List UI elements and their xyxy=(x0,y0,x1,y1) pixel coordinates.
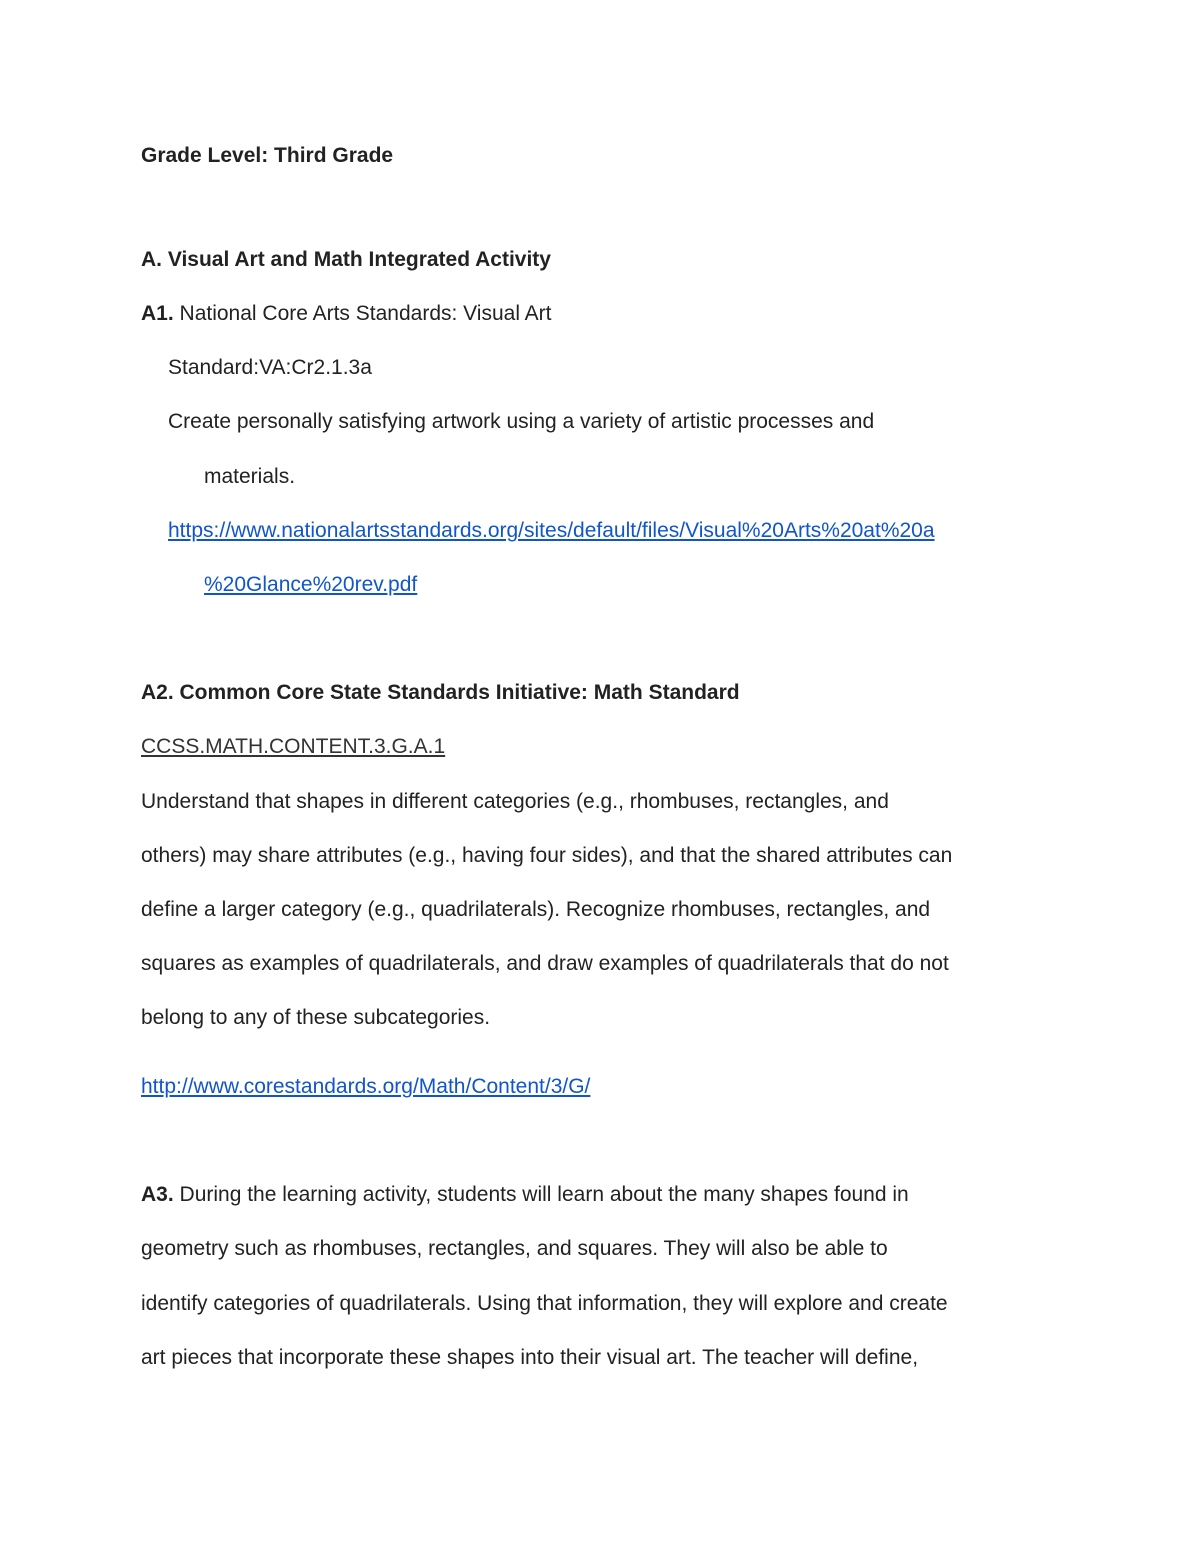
a2-link-line[interactable] xyxy=(141,1074,590,1100)
national-arts-standards-link[interactable]: https://www.nationalartsstandards.org/sites/default/files/Visual%20Arts%20at%20a xyxy=(168,519,935,542)
a1-label: A1. xyxy=(141,302,174,325)
national-arts-standards-link-continued[interactable]: %20Glance%20rev.pdf xyxy=(204,573,418,596)
a1-standard: Standard:VA:Cr2.1.3a xyxy=(168,356,372,379)
a2-body-line: belong to any of these subcategories. xyxy=(141,1006,491,1029)
a3-body-line: identify categories of quadrilaterals. Using that information, they will explore and create xyxy=(141,1292,948,1315)
a1-text: National Core Arts Standards: Visual Art xyxy=(173,302,552,325)
a2-heading: A2. Common Core State Standards Initiative: Math Standard xyxy=(141,681,740,704)
a3-first-line-text: During the learning activity, students will learn about the many shapes found in xyxy=(173,1183,909,1206)
a2-body-line: Understand that shapes in different categories (e.g., rhombuses, rectangles, and xyxy=(141,790,889,813)
section-a-title: A. Visual Art and Math Integrated Activity xyxy=(141,248,551,271)
a1-line xyxy=(141,301,552,327)
a1-description-line-1: Create personally satisfying artwork using a variety of artistic processes and xyxy=(168,410,875,433)
ccss-code-link[interactable]: CCSS.MATH.CONTENT.3.G.A.1 xyxy=(141,735,446,758)
a3-label: A3. xyxy=(141,1183,174,1206)
a1-link-line-2[interactable] xyxy=(204,572,417,598)
grade-level-heading: Grade Level: Third Grade xyxy=(141,144,394,167)
a1-link-line-1[interactable] xyxy=(168,518,935,544)
a1-description-line-2: materials. xyxy=(204,465,296,488)
a2-body-line: squares as examples of quadrilaterals, and draw examples of quadrilaterals that do not xyxy=(141,952,949,975)
a3-body-line: geometry such as rhombuses, rectangles, and squares. They will also be able to xyxy=(141,1237,888,1260)
a3-line xyxy=(141,1182,909,1208)
core-standards-link[interactable]: http://www.corestandards.org/Math/Content/3/G/ xyxy=(141,1075,591,1098)
a2-body-line: others) may share attributes (e.g., having four sides), and that the shared attributes can xyxy=(141,844,953,867)
a3-body-line: art pieces that incorporate these shapes into their visual art. The teacher will define, xyxy=(141,1346,919,1369)
a2-body-line: define a larger category (e.g., quadrilaterals). Recognize rhombuses, rectangles, and xyxy=(141,898,931,921)
a2-code[interactable] xyxy=(141,734,445,760)
